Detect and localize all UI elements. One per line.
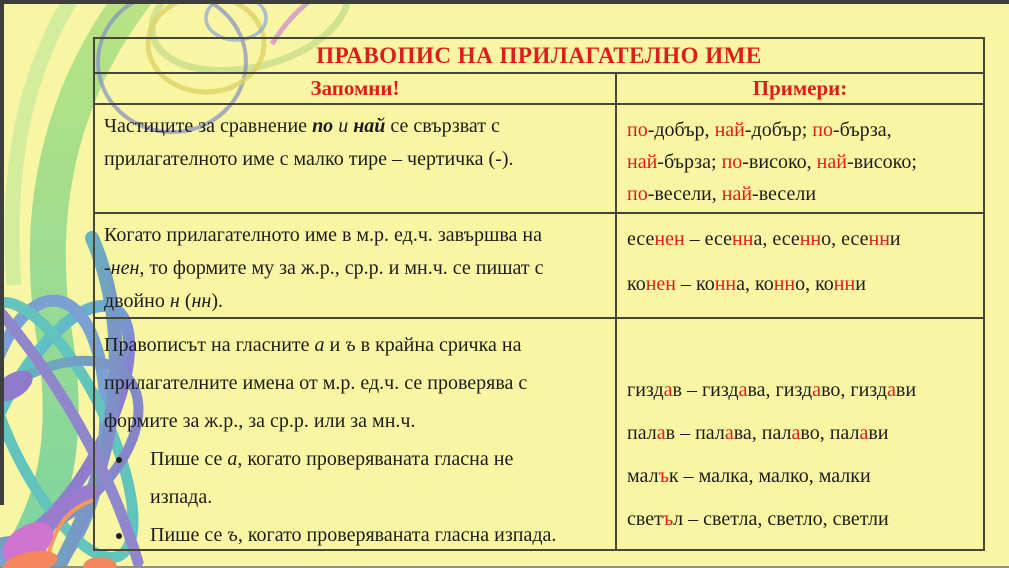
rule-cell-vowels-a-y	[95, 319, 617, 551]
example-line: палав – палава, палаво, палави	[627, 422, 889, 444]
window-left-edge	[0, 0, 4, 505]
example-line: по-добър, най-добър; по-бърза, най-бърза; по-високо, най-високо; по-весели, най-весели	[627, 119, 917, 205]
table-title: ПРАВОПИС НА ПРИЛАГАТЕЛНО ИМЕ	[95, 39, 985, 74]
rule-paragraph: Правописът на гласните а и ъ в крайна сричка на прилагателните имена от м.р. ед.ч. се проверява с формите за ж.р., за ср.р. или за мн.ч.	[104, 334, 528, 432]
example-line: гиздав – гиздава, гиздаво, гиздави	[627, 379, 917, 401]
rule-cell-double-n: Когато прилагателното име в м.р. ед.ч. завършва на -нен, то формите му за ж.р., ср.р. и мн.ч. се пишат с двойно н (нн).	[95, 214, 617, 319]
examples-cell-hyphen-particles	[617, 105, 985, 214]
example-line: конен – конна, конно, конни	[627, 273, 866, 295]
examples-cell-vowels-a-y	[617, 319, 985, 551]
examples-cell-double-n	[617, 214, 985, 319]
window-top-edge	[0, 0, 1009, 4]
column-header-remember: Запомни!	[95, 74, 617, 105]
bullet-item: • Пише се ъ, когато проверяваната гласна изпада.	[134, 516, 605, 551]
bullet-item: • Пише се а, когато проверяваната гласна не изпада.	[134, 440, 605, 516]
rule-cell-hyphen-particles: Частиците за сравнение по и най се свързват с прилагателното име с малко тире – чертичка (-).	[95, 105, 617, 214]
adjective-spelling-table	[93, 37, 985, 551]
example-line: малък – малка, малко, малки	[627, 465, 871, 487]
example-line: светъл – светла, светло, светли	[627, 508, 889, 530]
example-line: есенен – есенна, есенно, есенни	[627, 228, 901, 250]
rule-bullet-list	[104, 440, 605, 551]
column-header-examples: Примери:	[617, 74, 985, 105]
